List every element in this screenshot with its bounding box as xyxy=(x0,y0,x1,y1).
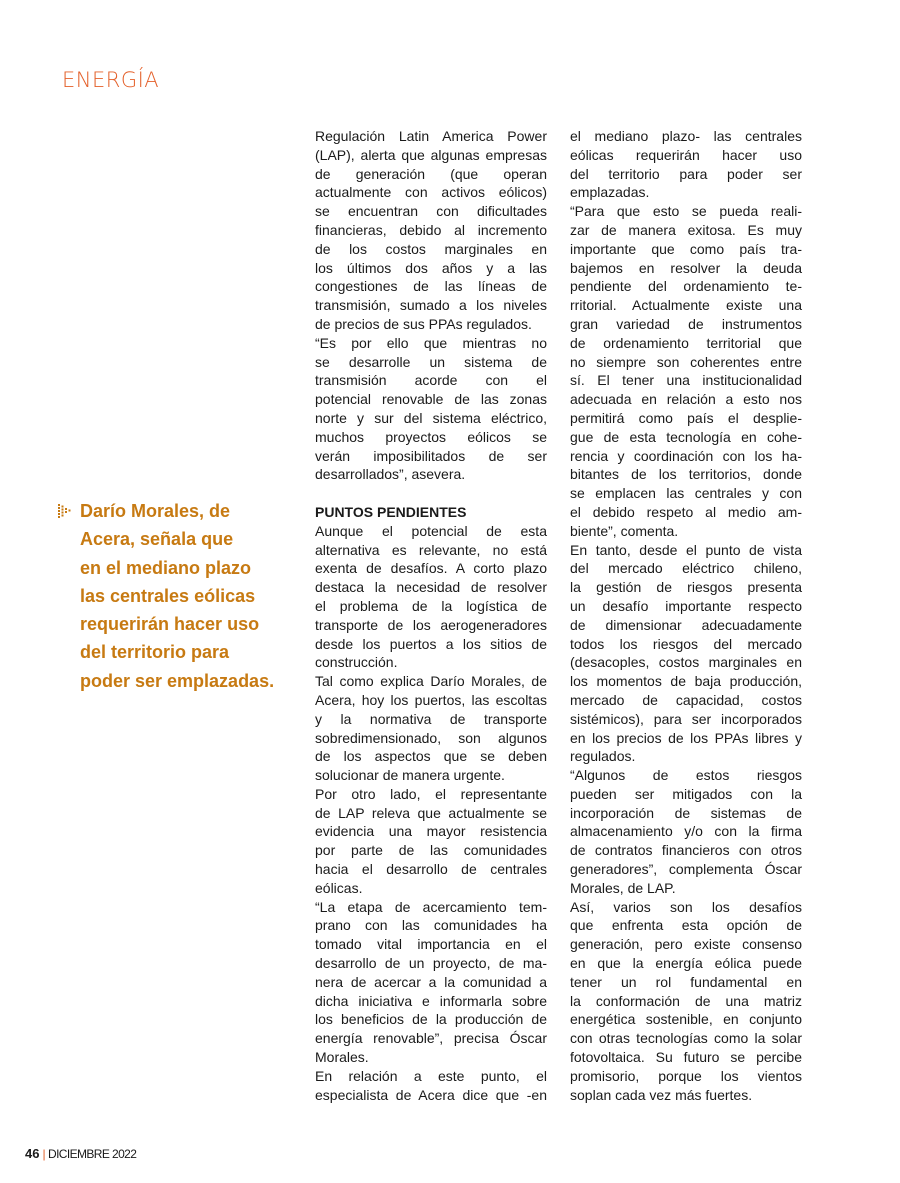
text-line: tener un rol fundamental en xyxy=(570,973,802,990)
paragraph xyxy=(315,127,547,334)
paragraph xyxy=(315,522,547,672)
text-line: verán imposibilitados de ser xyxy=(315,447,547,464)
text-line: de LAP releva que actualmente se xyxy=(315,804,547,821)
page-footer xyxy=(25,1146,136,1161)
text-line: En relación a este punto, el xyxy=(315,1067,547,1084)
paragraph xyxy=(570,766,802,898)
quote-bullet-icon xyxy=(57,503,73,519)
text-line: sistémicos), para ser incorporados xyxy=(570,710,802,727)
text-line: “La etapa de acercamiento tem- xyxy=(315,898,547,915)
paragraph xyxy=(570,541,802,767)
text-line: el mediano plazo- las centrales xyxy=(570,128,802,144)
pull-quote xyxy=(80,497,300,695)
text-line: especialista de Acera dice que -en xyxy=(315,1086,547,1103)
text-line: muchos proyectos eólicos se xyxy=(315,428,547,445)
text-line: Así, varios son los desafíos xyxy=(570,898,802,915)
text-line: Regulación Latin America Power xyxy=(315,128,547,144)
text-line: financieras, debido al incremento xyxy=(315,221,547,238)
text-line: de precios de sus PPAs regulados. xyxy=(315,315,532,332)
text-line: solucionar de manera urgente. xyxy=(315,767,505,784)
text-line: del mercado eléctrico chileno, xyxy=(570,560,802,577)
text-line: Tal como explica Darío Morales, de xyxy=(315,673,547,690)
section-heading xyxy=(315,503,547,522)
paragraph xyxy=(315,672,547,785)
text-line: fotovoltaica. Su futuro se percibe xyxy=(570,1049,802,1066)
text-line: del territorio para poder ser xyxy=(570,165,802,182)
paragraph xyxy=(570,127,802,202)
section-title: ENERGÍA xyxy=(62,68,160,92)
text-line: mercado de capacidad, costos xyxy=(570,691,802,708)
text-line: gran variedad de instrumentos xyxy=(570,315,802,332)
pull-quote-line: en el mediano plazo xyxy=(80,557,252,578)
text-line: construcción. xyxy=(315,654,398,671)
text-line: el problema de la logística de xyxy=(315,597,547,614)
text-line: regulados. xyxy=(570,748,636,765)
text-line: de los aspectos que se deben xyxy=(315,748,547,765)
text-line: transporte de los aerogeneradores xyxy=(315,616,547,633)
text-line: Morales. xyxy=(315,1049,369,1066)
pull-quote-line: las centrales eólicas xyxy=(80,585,256,606)
text-line: todos los riesgos del mercado xyxy=(570,635,802,652)
text-line: hacia el desarrollo de centrales xyxy=(315,861,547,878)
text-line: soplan cada vez más fuertes. xyxy=(570,1086,753,1103)
text-line: evidencia una mayor resistencia xyxy=(315,823,547,840)
text-line: rencia y coordinación con los ha- xyxy=(570,447,802,464)
text-line: adecuada en relación a esto nos xyxy=(570,391,802,408)
text-line: los momentos de baja producción, xyxy=(570,673,802,690)
text-line: los últimos dos años y a las xyxy=(315,259,547,276)
text-line: energética sostenible, en conjunto xyxy=(570,1011,802,1028)
text-line: PUNTOS PENDIENTES xyxy=(315,503,467,520)
text-line: generación, pero existe consenso xyxy=(570,936,802,953)
pull-quote-line: Acera, señala que xyxy=(80,529,234,550)
text-line: se encuentran con dificultades xyxy=(315,203,547,220)
paragraph xyxy=(315,898,547,1067)
text-line: de los costos marginales en xyxy=(315,240,547,257)
text-line: de ordenamiento territorial que xyxy=(570,334,802,351)
text-line: se emplacen las centrales y con xyxy=(570,485,802,502)
page-number: 46 xyxy=(25,1146,40,1161)
text-line: pueden ser mitigados con la xyxy=(570,785,802,802)
text-line: (desacoples, costos marginales en xyxy=(570,654,802,671)
footer-separator: | xyxy=(42,1147,45,1161)
paragraph xyxy=(570,202,802,540)
text-line: norte y sur del sistema eléctrico, xyxy=(315,409,547,426)
text-line: En tanto, desde el punto de vista xyxy=(570,541,802,558)
text-line: desarrollo de un proyecto, de ma- xyxy=(315,955,547,972)
text-line: permitirá como país el desplie- xyxy=(570,409,802,426)
text-line: en que la energía eólica puede xyxy=(570,955,802,972)
paragraph xyxy=(315,785,547,898)
text-line: gue de esta tecnología en cohe- xyxy=(570,428,802,445)
text-line: un desafío importante respecto xyxy=(570,597,802,614)
pull-quote-line: del territorio para xyxy=(80,642,230,663)
text-line: sí. El tener una institucionalidad xyxy=(570,372,802,389)
text-line: destaca la necesidad de resolver xyxy=(315,579,547,596)
text-line: (LAP), alerta que algunas empresas xyxy=(315,146,547,163)
text-line: eólicas requerirán hacer uso xyxy=(570,146,802,163)
text-line: importante que como país tra- xyxy=(570,240,802,257)
text-line: el debido respeto al medio am- xyxy=(570,503,802,520)
text-line: dicha iniciativa e informarla sobre xyxy=(315,992,547,1009)
text-line: en los precios de los PPAs libres y xyxy=(570,729,802,746)
text-line: eólicas. xyxy=(315,879,363,896)
text-line: con otras tecnologías como la solar xyxy=(570,1030,802,1047)
text-line: alternativa es relevante, no está xyxy=(315,541,547,558)
text-line: incorporación de sistemas de xyxy=(570,804,802,821)
text-line: bajemos en resolver la deuda xyxy=(570,259,802,276)
text-line: que enfrenta esta opción de xyxy=(570,917,802,934)
text-line: desde los puertos a los sitios de xyxy=(315,635,547,652)
text-line: tomado vital importancia en el xyxy=(315,936,547,953)
text-line: prano con las comunidades ha xyxy=(315,917,547,934)
article-column-1 xyxy=(315,127,547,1104)
text-line: de contratos financieros con otros xyxy=(570,842,802,859)
text-line: rritorial. Actualmente existe una xyxy=(570,297,802,314)
text-line: almacenamiento y/o con la firma xyxy=(570,823,802,840)
text-line: transmisión, sumado a los niveles xyxy=(315,297,547,314)
text-line: Acera, hoy los puertos, las escoltas xyxy=(315,691,547,708)
text-line: emplazadas. xyxy=(570,184,650,201)
text-line: promisorio, porque los vientos xyxy=(570,1067,802,1084)
text-line: bitantes de los territorios, donde xyxy=(570,466,802,483)
pull-quote-line: Darío Morales, de xyxy=(80,501,231,521)
text-line xyxy=(315,484,547,503)
text-line: exenta de desafíos. A corto plazo xyxy=(315,560,547,577)
text-line: generadores”, complementa Óscar xyxy=(570,861,802,878)
text-line: “Para que esto se pueda reali- xyxy=(570,203,802,220)
text-line: por parte de las comunidades xyxy=(315,842,547,859)
text-line: no siempre son coherentes entre xyxy=(570,353,802,370)
text-line: zar de manera exitosa. Es muy xyxy=(570,221,802,238)
text-line: Morales, de LAP. xyxy=(570,879,676,896)
article-column-2 xyxy=(570,127,802,1104)
pull-quote-line: poder ser emplazadas. xyxy=(80,670,275,691)
text-line: los beneficios de la producción de xyxy=(315,1011,547,1028)
paragraph xyxy=(315,1067,547,1105)
text-line: la gestión de riesgos presenta xyxy=(570,579,802,596)
text-line: actualmente con activos eólicos) xyxy=(315,184,547,201)
text-line: y la normativa de transporte xyxy=(315,710,547,727)
text-line: Aunque el potencial de esta xyxy=(315,522,547,539)
text-line: pendiente del ordenamiento te- xyxy=(570,278,802,295)
paragraph xyxy=(315,484,547,503)
text-line: biente”, comenta. xyxy=(570,522,679,539)
text-line: se desarrolle un sistema de xyxy=(315,353,547,370)
text-line: sobredimensionado, son algunos xyxy=(315,729,547,746)
text-line: energía renovable”, precisa Óscar xyxy=(315,1030,547,1047)
text-line: Por otro lado, el representante xyxy=(315,785,547,802)
text-line: de dimensionar adecuadamente xyxy=(570,616,802,633)
text-line: de generación (que operan xyxy=(315,165,547,182)
text-line: transmisión acorde con el xyxy=(315,372,547,389)
text-line: desarrollados”, asevera. xyxy=(315,466,466,483)
text-line: la conformación de una matriz xyxy=(570,992,802,1009)
issue-date: DICIEMBRE 2022 xyxy=(48,1147,137,1161)
text-line: “Es por ello que mientras no xyxy=(315,334,547,351)
text-line: potencial renovable de las zonas xyxy=(315,391,547,408)
paragraph xyxy=(315,334,547,484)
text-line: congestiones de las líneas de xyxy=(315,278,547,295)
paragraph xyxy=(570,898,802,1105)
text-line: “Algunos de estos riesgos xyxy=(570,767,802,784)
pull-quote-line: requerirán hacer uso xyxy=(80,614,260,635)
text-line: nera de acercar a la comunidad a xyxy=(315,973,547,990)
